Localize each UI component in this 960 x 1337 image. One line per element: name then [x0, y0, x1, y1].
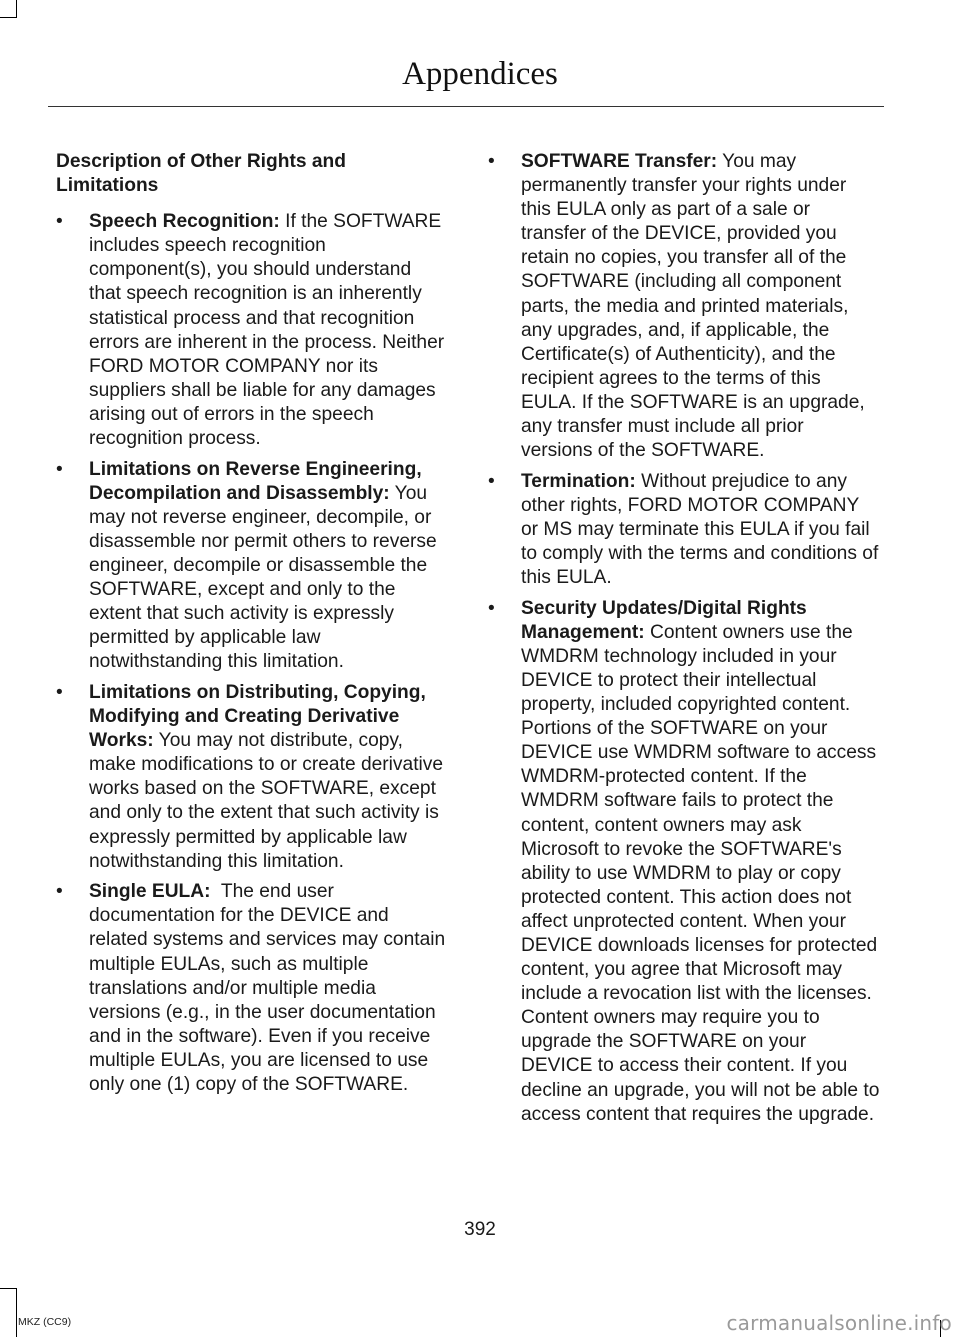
item-body: You may not distribute, copy, make modifications to or create derivative works based on the SOFTWARE, except and only to the extent that such activity is expressly permitted by applicable law notwithstanding this limitation.: [89, 730, 444, 872]
watermark: carmanualsonline.info: [726, 1311, 952, 1335]
crop-mark-bottom-left: [16, 1288, 17, 1337]
crop-mark-top-left: [16, 0, 17, 18]
list-item: [56, 681, 448, 874]
item-body: If the SOFTWARE includes speech recognition component(s), you should understand that speech recognition is an inherently statistical process and that recognition errors are inherent in the process. Neither FORD MOTOR COMPANY nor its suppliers shall be liable for any damages arising out of errors in the speech recognition process.: [89, 211, 445, 450]
model-code: MKZ (CC9): [18, 1316, 72, 1328]
item-term: Limitations on Distributing, Copying, Modifying and Creating Derivative Works:: [89, 681, 426, 752]
page-title: Appendices: [402, 56, 558, 92]
item-term: Speech Recognition:: [89, 211, 280, 233]
list-item: [56, 210, 448, 451]
header-divider: [48, 106, 884, 107]
item-term: Single EULA:: [89, 881, 211, 903]
list-item: [488, 470, 880, 590]
item-body: You may permanently transfer your rights under this EULA only as part of a sale or transfer of the DEVICE, provided you retain no copies, you transfer all of the SOFTWARE (including all component parts, the media and printed materials, any upgrades, and, if applicable, the Certificate(s) of Authenticity), and the recipient agrees to the terms of this EULA. If the SOFTWARE is an upgrade, any transfer must include all prior versions of the SOFTWARE.: [521, 151, 865, 462]
item-body: Content owners use the WMDRM technology included in your DEVICE to protect their intellectual property, included copyrighted content. Portions of the SOFTWARE on your DEVICE use WMDRM software to access WMDRM-protected content. If the WMDRM software fails to protect the content, content owners may ask Microsoft to revoke the SOFTWARE's ability to use WMDRM to play or copy protected content. This action does not affect unprotected content. When your DEVICE downloads licenses for protected content, you agree that Microsoft may include a revocation list with the licenses. Content owners may require you to upgrade the SOFTWARE on your DEVICE to access their content. If you decline an upgrade, you will not be able to access content that requires the upgrade.: [521, 621, 880, 1125]
bullet-icon: •: [56, 881, 63, 903]
item-term: Limitations on Reverse Engineering, Decompilation and Disassembly:: [89, 458, 422, 504]
item-body: The end user documentation for the DEVICE and related systems and services may contain multiple EULAs, such as multiple translations and/or multiple media versions (e.g., in the user documentation and in the software). Even if you receive multiple EULAs, you are licensed to use only one (1) copy of the SOFTWARE.: [89, 881, 446, 1095]
bullet-icon: •: [56, 681, 63, 703]
right-column: [488, 150, 880, 1133]
list-item: [488, 150, 880, 463]
bullet-icon: •: [56, 458, 63, 480]
bullet-icon: •: [488, 470, 495, 492]
page-number: 392: [464, 1219, 496, 1240]
right-bullet-list: [488, 150, 880, 1127]
bullet-icon: •: [488, 151, 495, 172]
bullet-icon: •: [56, 211, 63, 233]
list-item: [56, 458, 448, 675]
item-term: Security Updates/Digital Rights Management:: [521, 597, 807, 643]
item-term: SOFTWARE Transfer:: [521, 151, 718, 172]
bullet-icon: •: [488, 597, 495, 619]
section-heading: Description of Other Rights and Limitations: [56, 151, 346, 197]
item-body: Without prejudice to any other rights, FORD MOTOR COMPANY or MS may terminate this EULA if you fail to comply with the terms and conditions of this EULA.: [521, 470, 879, 589]
item-body: You may not reverse engineer, decompile, or disassemble nor permit others to reverse engineer, decompile or disassemble the SOFTWARE, except and only to the extent that such activity is expressly permitted by applicable law notwithstanding this limitation.: [89, 482, 437, 673]
list-item: [488, 597, 880, 1127]
crop-mark-bottom-left-horizontal: [0, 1288, 17, 1289]
left-bullet-list: [56, 210, 448, 1097]
item-term: Termination:: [521, 470, 636, 492]
left-column: [56, 150, 448, 1104]
crop-mark-top-left-horizontal: [0, 17, 17, 18]
list-item: [56, 880, 448, 1097]
